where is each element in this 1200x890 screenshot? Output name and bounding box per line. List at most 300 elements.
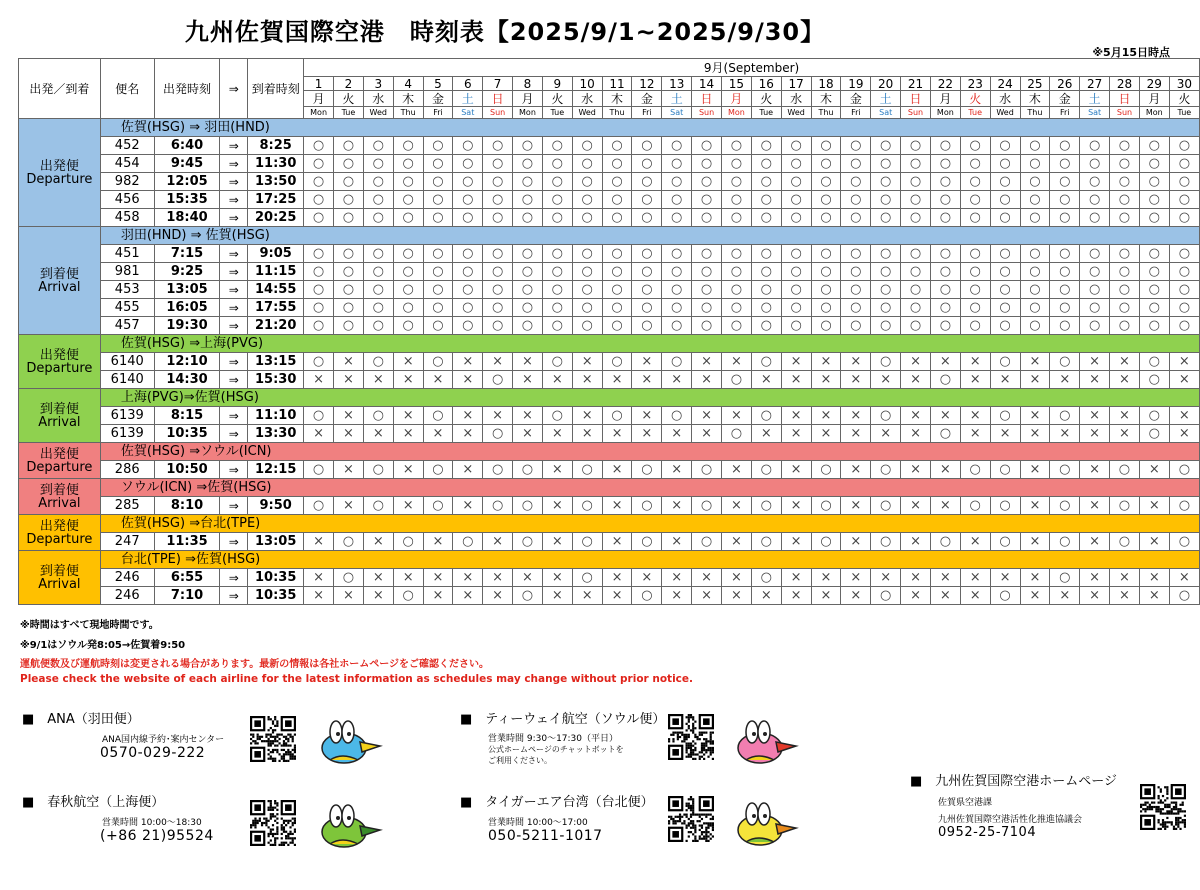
route-row (19, 389, 1200, 407)
route-row (19, 443, 1200, 461)
operates-mark: ○ (901, 317, 931, 335)
no-service-mark: × (662, 371, 692, 389)
operates-mark: ○ (871, 155, 901, 173)
day-jp: 金 (632, 91, 662, 107)
operates-mark: ○ (602, 173, 632, 191)
no-service-mark: × (363, 425, 393, 443)
operates-mark: ○ (1050, 209, 1080, 227)
operates-mark: ○ (334, 281, 364, 299)
operates-mark: ○ (453, 191, 483, 209)
no-service-mark: × (602, 497, 632, 515)
flight-number: 6140 (100, 353, 154, 371)
operates-mark: ○ (1050, 461, 1080, 479)
operates-mark: ○ (990, 587, 1020, 605)
no-service-mark: × (841, 461, 871, 479)
no-service-mark: × (990, 569, 1020, 587)
no-service-mark: × (811, 425, 841, 443)
no-service-mark: × (453, 569, 483, 587)
no-service-mark: × (393, 569, 423, 587)
flight-number: 455 (100, 299, 154, 317)
flight-row (19, 587, 1200, 605)
no-service-mark: × (1020, 353, 1050, 371)
route-row (19, 227, 1200, 245)
day-number: 2 (334, 77, 364, 91)
no-service-mark: × (1139, 533, 1169, 551)
flight-row (19, 173, 1200, 191)
departure-time: 6:40 (154, 137, 220, 155)
operates-mark: ○ (871, 263, 901, 281)
no-service-mark: × (692, 587, 722, 605)
operates-mark: ○ (453, 281, 483, 299)
operates-mark: ○ (811, 155, 841, 173)
operates-mark: ○ (1080, 317, 1110, 335)
operates-mark: ○ (692, 155, 722, 173)
arrow: ⇒ (220, 371, 248, 389)
qr-code-tway[interactable] (668, 714, 714, 760)
operates-mark: ○ (1110, 533, 1140, 551)
day-number: 12 (632, 77, 662, 91)
operates-mark: ○ (513, 299, 543, 317)
operates-mark: ○ (632, 137, 662, 155)
departure-time: 19:30 (154, 317, 220, 335)
day-jp: 金 (423, 91, 453, 107)
operates-mark: ○ (423, 299, 453, 317)
arrow: ⇒ (220, 173, 248, 191)
timetable (18, 58, 1200, 605)
operates-mark: ○ (692, 533, 722, 551)
operates-mark: ○ (751, 353, 781, 371)
operates-mark: ○ (811, 209, 841, 227)
day-number: 14 (692, 77, 722, 91)
arrow: ⇒ (220, 569, 248, 587)
flight-row (19, 281, 1200, 299)
operates-mark: ○ (841, 173, 871, 191)
day-en: Wed (781, 107, 811, 119)
operates-mark: ○ (483, 497, 513, 515)
day-en: Sat (453, 107, 483, 119)
contact-tiger-phone: 050-5211-1017 (488, 828, 603, 844)
no-service-mark: × (513, 353, 543, 371)
operates-mark: ○ (841, 137, 871, 155)
flight-row (19, 299, 1200, 317)
day-jp: 月 (721, 91, 751, 107)
operates-mark: ○ (960, 155, 990, 173)
day-jp: 月 (513, 91, 543, 107)
contact-tway-sub2: 公式ホームページのチャットボットを (488, 745, 624, 754)
contact-tway-name: ■ ティーウェイ航空（ソウル便） (460, 712, 666, 727)
arrow: ⇒ (220, 245, 248, 263)
no-service-mark: × (930, 407, 960, 425)
operates-mark: ○ (841, 155, 871, 173)
route-label: ソウル(ICN) ⇒佐賀(HSG) (100, 479, 1199, 497)
no-service-mark: × (572, 353, 602, 371)
operates-mark: ○ (453, 263, 483, 281)
flight-number: 453 (100, 281, 154, 299)
operates-mark: ○ (990, 263, 1020, 281)
operates-mark: ○ (423, 209, 453, 227)
departure-time: 15:35 (154, 191, 220, 209)
operates-mark: ○ (960, 461, 990, 479)
operates-mark: ○ (751, 461, 781, 479)
operates-mark: ○ (423, 173, 453, 191)
operates-mark: ○ (602, 263, 632, 281)
no-service-mark: × (1080, 371, 1110, 389)
operates-mark: ○ (1050, 281, 1080, 299)
operates-mark: ○ (572, 569, 602, 587)
day-jp: 日 (692, 91, 722, 107)
day-jp: 火 (751, 91, 781, 107)
operates-mark: ○ (811, 497, 841, 515)
no-service-mark: × (960, 353, 990, 371)
operates-mark: ○ (990, 281, 1020, 299)
operates-mark: ○ (721, 155, 751, 173)
operates-mark: ○ (363, 281, 393, 299)
arrival-time: 8:25 (248, 137, 304, 155)
operates-mark: ○ (483, 191, 513, 209)
no-service-mark: × (901, 371, 931, 389)
flight-number: 6140 (100, 371, 154, 389)
section-label-en: Departure (26, 171, 93, 187)
flight-row (19, 245, 1200, 263)
qr-code-ana[interactable] (250, 716, 296, 762)
no-service-mark: × (662, 533, 692, 551)
operates-mark: ○ (542, 263, 572, 281)
day-en: Sat (1080, 107, 1110, 119)
section-label (19, 227, 101, 335)
no-service-mark: × (542, 461, 572, 479)
qr-code-airport[interactable] (1140, 784, 1186, 830)
day-jp: 土 (1080, 91, 1110, 107)
no-service-mark: × (692, 407, 722, 425)
operates-mark: ○ (602, 137, 632, 155)
operates-mark: ○ (632, 299, 662, 317)
no-service-mark: × (1080, 497, 1110, 515)
no-service-mark: × (930, 569, 960, 587)
operates-mark: ○ (602, 245, 632, 263)
flight-number: 247 (100, 533, 154, 551)
no-service-mark: × (721, 353, 751, 371)
operates-mark: ○ (811, 245, 841, 263)
operates-mark: ○ (751, 263, 781, 281)
no-service-mark: × (304, 533, 334, 551)
operates-mark: ○ (721, 263, 751, 281)
operates-mark: ○ (304, 353, 334, 371)
no-service-mark: × (602, 371, 632, 389)
qr-code-tiger[interactable] (668, 796, 714, 842)
operates-mark: ○ (1110, 155, 1140, 173)
departure-time: 9:25 (154, 263, 220, 281)
arrow: ⇒ (220, 191, 248, 209)
no-service-mark: × (662, 587, 692, 605)
no-service-mark: × (513, 425, 543, 443)
no-service-mark: × (1080, 569, 1110, 587)
operates-mark: ○ (960, 209, 990, 227)
operates-mark: ○ (781, 173, 811, 191)
no-service-mark: × (901, 425, 931, 443)
day-en: Sat (871, 107, 901, 119)
operates-mark: ○ (751, 155, 781, 173)
flight-row (19, 461, 1200, 479)
no-service-mark: × (453, 407, 483, 425)
no-service-mark: × (363, 587, 393, 605)
operates-mark: ○ (990, 209, 1020, 227)
operates-mark: ○ (692, 497, 722, 515)
operates-mark: ○ (781, 263, 811, 281)
operates-mark: ○ (542, 353, 572, 371)
operates-mark: ○ (841, 281, 871, 299)
operates-mark: ○ (542, 317, 572, 335)
operates-mark: ○ (662, 209, 692, 227)
operates-mark: ○ (930, 371, 960, 389)
no-service-mark: × (901, 461, 931, 479)
operates-mark: ○ (781, 209, 811, 227)
operates-mark: ○ (781, 191, 811, 209)
operates-mark: ○ (363, 155, 393, 173)
operates-mark: ○ (483, 137, 513, 155)
operates-mark: ○ (542, 407, 572, 425)
operates-mark: ○ (542, 281, 572, 299)
operates-mark: ○ (632, 173, 662, 191)
operates-mark: ○ (1110, 281, 1140, 299)
operates-mark: ○ (572, 299, 602, 317)
operates-mark: ○ (692, 263, 722, 281)
operates-mark: ○ (1050, 173, 1080, 191)
route-label: 羽田(HND) ⇒ 佐賀(HSG) (100, 227, 1199, 245)
no-service-mark: × (334, 371, 364, 389)
operates-mark: ○ (841, 209, 871, 227)
contact-airport-sub2: 九州佐賀国際空港活性化推進協議会 (938, 815, 1083, 825)
operates-mark: ○ (363, 209, 393, 227)
operates-mark: ○ (423, 407, 453, 425)
day-jp: 金 (1050, 91, 1080, 107)
operates-mark: ○ (572, 317, 602, 335)
section-label (19, 551, 101, 605)
no-service-mark: × (513, 371, 543, 389)
arrival-time: 13:05 (248, 533, 304, 551)
no-service-mark: × (1020, 497, 1050, 515)
no-service-mark: × (930, 497, 960, 515)
flight-number: 981 (100, 263, 154, 281)
departure-time: 8:15 (154, 407, 220, 425)
operates-mark: ○ (811, 461, 841, 479)
operates-mark: ○ (304, 299, 334, 317)
section-label (19, 335, 101, 389)
operates-mark: ○ (721, 245, 751, 263)
operates-mark: ○ (1169, 191, 1199, 209)
no-service-mark: × (393, 371, 423, 389)
no-service-mark: × (811, 353, 841, 371)
no-service-mark: × (990, 425, 1020, 443)
day-jp: 水 (781, 91, 811, 107)
arrival-time: 21:20 (248, 317, 304, 335)
no-service-mark: × (632, 353, 662, 371)
flight-number: 286 (100, 461, 154, 479)
day-number: 7 (483, 77, 513, 91)
contact-spring-sub: 営業時間 10:00～18:30 (102, 818, 202, 828)
operates-mark: ○ (363, 245, 393, 263)
operates-mark: ○ (960, 245, 990, 263)
operates-mark: ○ (453, 245, 483, 263)
no-service-mark: × (542, 569, 572, 587)
operates-mark: ○ (1050, 497, 1080, 515)
operates-mark: ○ (721, 173, 751, 191)
no-service-mark: × (662, 461, 692, 479)
operates-mark: ○ (871, 281, 901, 299)
no-service-mark: × (960, 587, 990, 605)
no-service-mark: × (751, 371, 781, 389)
operates-mark: ○ (1020, 281, 1050, 299)
no-service-mark: × (692, 371, 722, 389)
contact-tiger (460, 791, 670, 844)
no-service-mark: × (1110, 569, 1140, 587)
operates-mark: ○ (751, 407, 781, 425)
route-row (19, 479, 1200, 497)
operates-mark: ○ (811, 317, 841, 335)
operates-mark: ○ (1050, 263, 1080, 281)
flight-number: 458 (100, 209, 154, 227)
operates-mark: ○ (990, 155, 1020, 173)
operates-mark: ○ (334, 173, 364, 191)
operates-mark: ○ (572, 533, 602, 551)
day-en: Sun (1110, 107, 1140, 119)
no-service-mark: × (513, 569, 543, 587)
operates-mark: ○ (572, 245, 602, 263)
operates-mark: ○ (662, 299, 692, 317)
no-service-mark: × (721, 587, 751, 605)
operates-mark: ○ (1080, 173, 1110, 191)
departure-time: 12:10 (154, 353, 220, 371)
operates-mark: ○ (871, 353, 901, 371)
flight-number: 285 (100, 497, 154, 515)
operates-mark: ○ (304, 407, 334, 425)
operates-mark: ○ (423, 281, 453, 299)
no-service-mark: × (1020, 407, 1050, 425)
no-service-mark: × (632, 407, 662, 425)
operates-mark: ○ (751, 191, 781, 209)
day-en: Mon (513, 107, 543, 119)
operates-mark: ○ (662, 191, 692, 209)
no-service-mark: × (811, 371, 841, 389)
day-en: Sun (901, 107, 931, 119)
operates-mark: ○ (393, 263, 423, 281)
operates-mark: ○ (513, 245, 543, 263)
operates-mark: ○ (781, 317, 811, 335)
header-direction: 出発／到着 (19, 59, 101, 119)
operates-mark: ○ (751, 209, 781, 227)
no-service-mark: × (1139, 497, 1169, 515)
no-service-mark: × (602, 533, 632, 551)
operates-mark: ○ (871, 173, 901, 191)
operates-mark: ○ (1169, 587, 1199, 605)
operates-mark: ○ (393, 137, 423, 155)
operates-mark: ○ (1110, 191, 1140, 209)
operates-mark: ○ (1020, 263, 1050, 281)
route-row (19, 551, 1200, 569)
no-service-mark: × (841, 533, 871, 551)
operates-mark: ○ (811, 137, 841, 155)
operates-mark: ○ (662, 173, 692, 191)
operates-mark: ○ (990, 191, 1020, 209)
operates-mark: ○ (393, 155, 423, 173)
route-label: 佐賀(HSG) ⇒ソウル(ICN) (100, 443, 1199, 461)
departure-time: 10:50 (154, 461, 220, 479)
no-service-mark: × (841, 371, 871, 389)
operates-mark: ○ (841, 245, 871, 263)
operates-mark: ○ (602, 317, 632, 335)
no-service-mark: × (1020, 425, 1050, 443)
day-number: 10 (572, 77, 602, 91)
operates-mark: ○ (1110, 299, 1140, 317)
day-number: 13 (662, 77, 692, 91)
operates-mark: ○ (841, 263, 871, 281)
operates-mark: ○ (602, 299, 632, 317)
departure-time: 6:55 (154, 569, 220, 587)
operates-mark: ○ (990, 317, 1020, 335)
operates-mark: ○ (453, 209, 483, 227)
operates-mark: ○ (304, 191, 334, 209)
operates-mark: ○ (483, 299, 513, 317)
route-row (19, 335, 1200, 353)
departure-time: 16:05 (154, 299, 220, 317)
operates-mark: ○ (692, 209, 722, 227)
operates-mark: ○ (1020, 299, 1050, 317)
no-service-mark: × (781, 353, 811, 371)
arrow: ⇒ (220, 425, 248, 443)
no-service-mark: × (632, 371, 662, 389)
operates-mark: ○ (572, 497, 602, 515)
operates-mark: ○ (363, 191, 393, 209)
day-jp: 水 (990, 91, 1020, 107)
no-service-mark: × (602, 461, 632, 479)
route-row (19, 515, 1200, 533)
operates-mark: ○ (751, 173, 781, 191)
day-en: Tue (334, 107, 364, 119)
no-service-mark: × (632, 425, 662, 443)
operates-mark: ○ (542, 155, 572, 173)
operates-mark: ○ (513, 263, 543, 281)
flight-number: 456 (100, 191, 154, 209)
operates-mark: ○ (1080, 155, 1110, 173)
operates-mark: ○ (930, 191, 960, 209)
operates-mark: ○ (990, 407, 1020, 425)
no-service-mark: × (363, 533, 393, 551)
operates-mark: ○ (304, 281, 334, 299)
operates-mark: ○ (721, 317, 751, 335)
section-label-jp: 到着便 (39, 482, 79, 498)
operates-mark: ○ (483, 425, 513, 443)
operates-mark: ○ (751, 533, 781, 551)
arrow: ⇒ (220, 155, 248, 173)
no-service-mark: × (692, 569, 722, 587)
operates-mark: ○ (393, 281, 423, 299)
flight-row (19, 497, 1200, 515)
no-service-mark: × (453, 353, 483, 371)
operates-mark: ○ (453, 155, 483, 173)
operates-mark: ○ (304, 173, 334, 191)
operates-mark: ○ (1169, 263, 1199, 281)
no-service-mark: × (483, 569, 513, 587)
operates-mark: ○ (1169, 299, 1199, 317)
contact-ana-name: ■ ANA（羽田便） (22, 712, 140, 727)
flight-row (19, 317, 1200, 335)
note-change-en: Please check the website of each airline for the latest information as schedules may change without prior notice. (20, 673, 694, 685)
qr-code-spring[interactable] (250, 800, 296, 846)
no-service-mark: × (721, 461, 751, 479)
operates-mark: ○ (781, 155, 811, 173)
no-service-mark: × (930, 353, 960, 371)
operates-mark: ○ (632, 317, 662, 335)
operates-mark: ○ (1050, 533, 1080, 551)
